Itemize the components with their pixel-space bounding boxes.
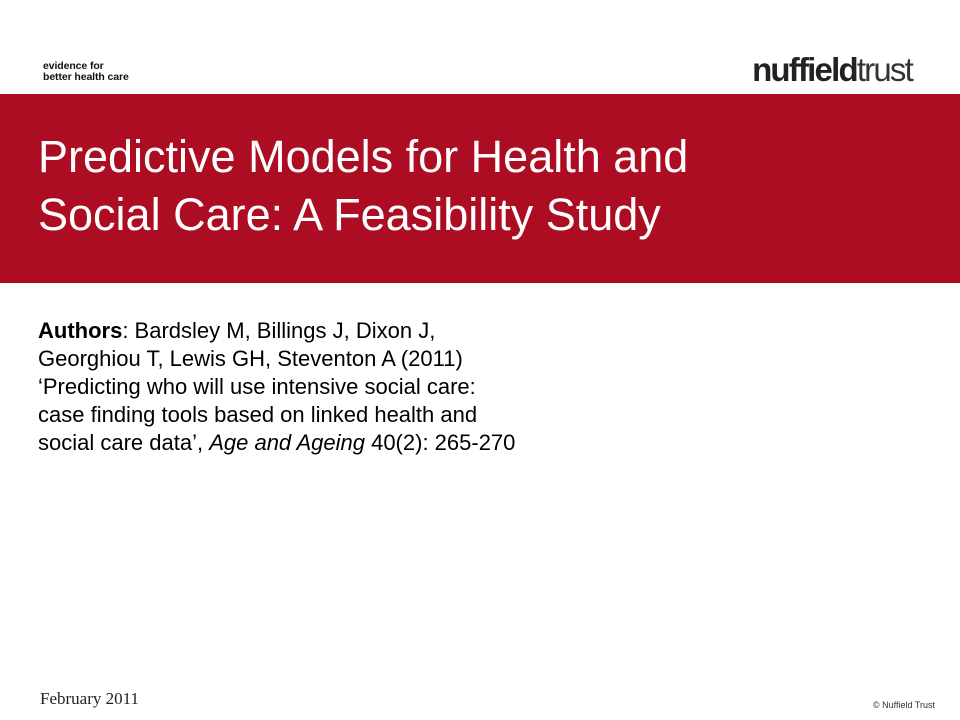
authors-label: Authors — [38, 318, 123, 343]
citation-line-2: Georghiou T, Lewis GH, Steventon A (2011) — [38, 346, 463, 371]
citation-line-5-start: social care data’, — [38, 430, 210, 455]
slide-date: February 2011 — [40, 689, 139, 708]
logo-word-nuffield: nuffield — [752, 51, 857, 88]
citation-line-1 — [38, 317, 718, 345]
citation-line-3: ‘Predicting who will use intensive social care: — [38, 374, 476, 399]
citation-line-5 — [38, 429, 718, 457]
copyright-notice: © Nuffield Trust — [873, 700, 935, 710]
logo-word-trust: trust — [856, 51, 912, 88]
tagline-line-2: better health care — [43, 71, 129, 83]
journal-name: Age and Ageing — [209, 430, 365, 455]
citation-line-5-end: 40(2): 265-270 — [364, 430, 516, 455]
tagline-line-1: evidence for — [43, 60, 104, 72]
title-line-1: Predictive Models for Health and — [38, 131, 689, 182]
nuffield-trust-logo — [752, 52, 912, 88]
tagline — [43, 61, 129, 83]
slide-title — [38, 128, 918, 244]
authors-list-start: : Bardsley M, Billings J, Dixon J, — [122, 318, 436, 343]
citation-line-4: case finding tools based on linked health and — [38, 402, 478, 427]
title-line-2: Social Care: A Feasibility Study — [38, 189, 661, 240]
citation-block — [38, 317, 718, 457]
